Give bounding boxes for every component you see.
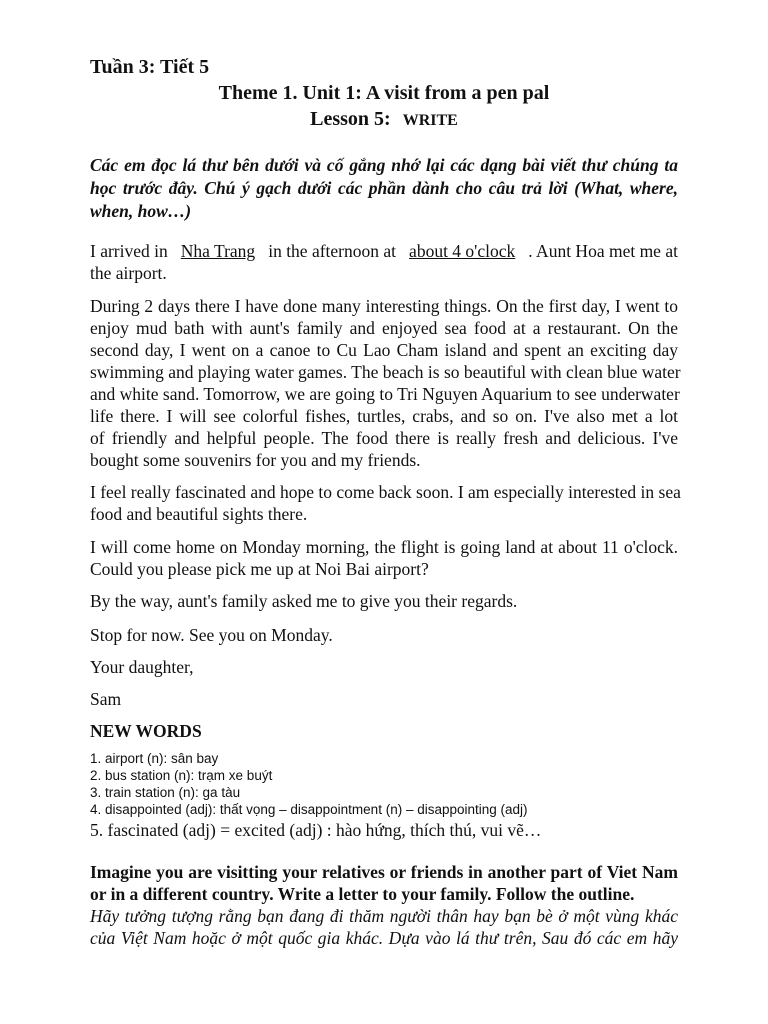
letter-para3-line: food and beautiful sights there. [90,504,308,524]
lesson-name: WRITE [402,112,458,129]
letter-text: I arrived in [90,241,168,261]
letter-text: . Aunt Hoa met me at [528,241,678,261]
letter-para2-line: life there. I will see colorful fishes, turtles, crabs, and so on. I've also met a lot [90,406,678,426]
answer-where-underline: Nha Trang [180,241,256,261]
letter-para1-line2: the airport. [90,263,167,283]
task-vi-line-2: của Việt Nam hoặc ở một quốc gia khác. Dựa vào lá thư trên, Sau đó các em hãy [90,928,678,948]
letter-para2-line: second day, I went on a canoe to Cu Lao Cham island and spent an exciting day [90,340,678,360]
lesson-title [0,108,768,131]
letter-para2-line: enjoy mud bath with aunt's family and enjoyed sea food at a restaurant. On the [90,318,678,338]
letter-para4-line: I will come home on Monday morning, the flight is going land at about 11 o'clock. [90,537,678,557]
letter-signature: Sam [90,689,122,709]
letter-para2-line: bought some souvenirs for you and my friends. [90,450,421,470]
task-vi-line-1: Hãy tưởng tượng rằng bạn đang đi thăm người thân hay bạn bè ở một vùng khác [90,906,678,926]
letter-para6: Stop for now. See you on Monday. [90,625,333,645]
theme-title: Theme 1. Unit 1: A visit from a pen pal [218,82,550,104]
vocab-item: 1. airport (n): sân bay [90,751,219,766]
vocab-item: 5. fascinated (adj) = excited (adj) : hào hứng, thích thú, vui vẽ… [90,820,542,840]
lesson-prefix: Lesson 5: [310,108,391,130]
vocab-item: 4. disappointed (adj): thất vọng – disappointment (n) – disappointing (adj) [90,802,528,817]
letter-para2-line: and white sand. Tomorrow, we are going to Tri Nguyen Aquarium to see underwater [90,384,680,404]
instruction-line-3: when, how…) [90,201,192,221]
task-instruction-line-2: or in a different country. Write a letter to your family. Follow the outline. [90,884,635,904]
new-words-heading: NEW WORDS [90,721,202,741]
letter-text: in the afternoon at [268,241,397,261]
vocab-item: 3. train station (n): ga tàu [90,785,241,800]
letter-para4-line: Could you please pick me up at Noi Bai airport? [90,559,429,579]
letter-para2-line: of friendly and helpful people. The food there is really fresh and delicious. I've [90,428,678,448]
instruction-line-1: Các em đọc lá thư bên dưới và cố gắng nhớ lại các dạng bài viết thư chúng ta [90,155,678,175]
letter-closing: Your daughter, [90,657,194,677]
task-instruction-line-1: Imagine you are visitting your relatives or friends in another part of Viet Nam [90,862,678,882]
letter-para2-line: swimming and playing water games. The beach is so beautiful with clean blue water [90,362,681,382]
letter-para2-line: During 2 days there I have done many interesting things. On the first day, I went to [90,296,678,316]
answer-when-underline: about 4 o'clock [409,241,516,261]
letter-para3-line: I feel really fascinated and hope to come back soon. I am especially interested in sea [90,482,681,502]
vocab-item: 2. bus station (n): trạm xe buýt [90,768,273,783]
week-lesson-label: Tuần 3: Tiết 5 [90,56,210,78]
instruction-line-2: học trước đây. Chú ý gạch dưới các phần dành cho câu trả lời (What, where, [90,178,678,198]
letter-para5: By the way, aunt's family asked me to give you their regards. [90,591,518,611]
letter-para1-line1 [90,241,678,262]
